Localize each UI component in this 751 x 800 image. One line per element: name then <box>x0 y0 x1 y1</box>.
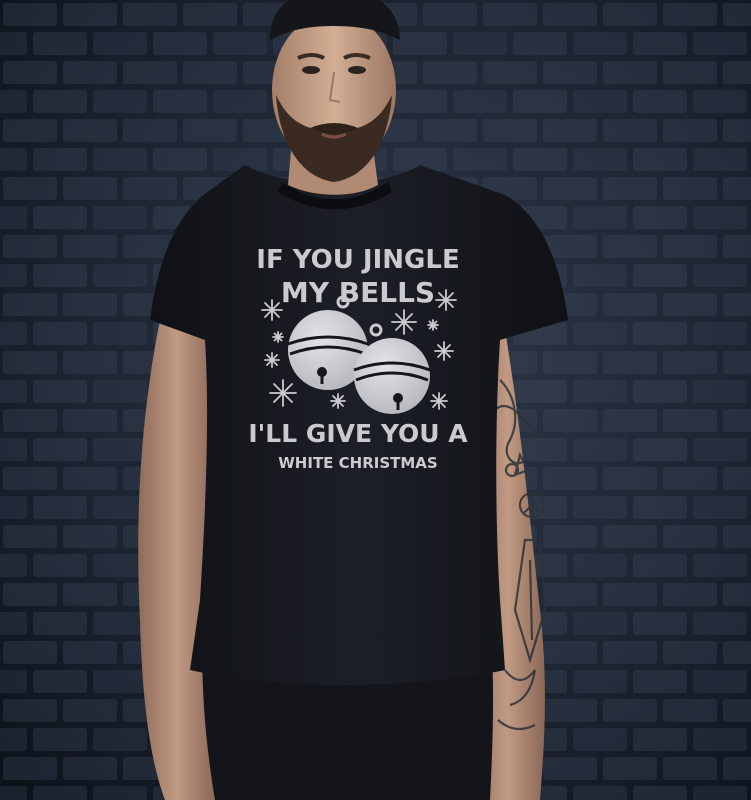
print-line-3: I'LL GIVE YOU A <box>248 419 468 448</box>
left-eye <box>302 66 320 74</box>
print-line-1: IF YOU JINGLE <box>256 245 460 275</box>
right-eye <box>348 66 366 74</box>
print-line-4: WHITE CHRISTMAS <box>278 454 438 472</box>
print-line-2: MY BELLS <box>280 276 436 309</box>
